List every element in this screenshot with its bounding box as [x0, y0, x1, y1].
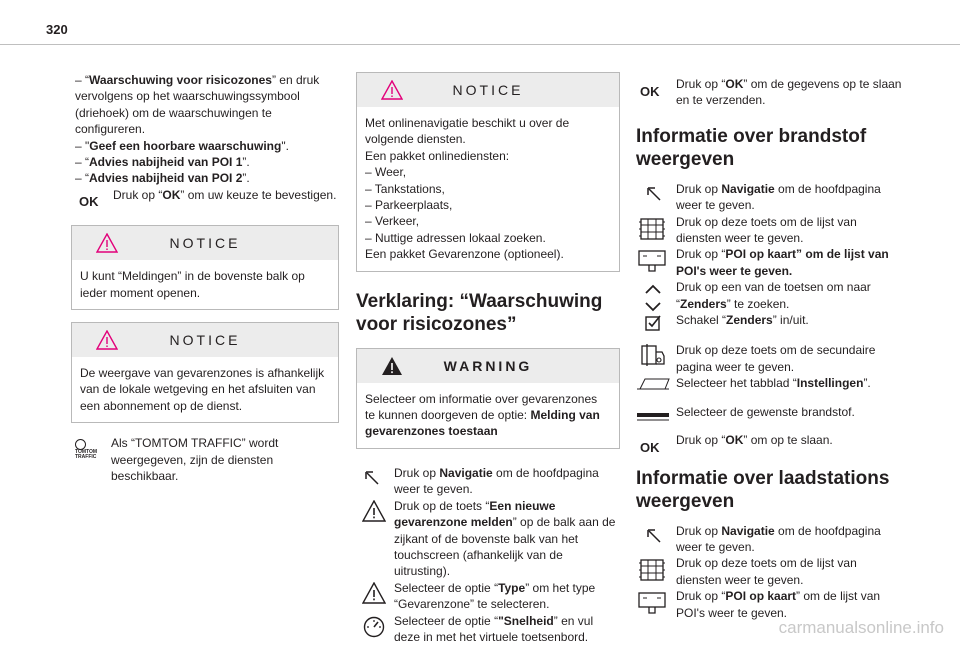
charge-step-services: Druk op deze toets om de lijst van diensten weer te geven.	[636, 555, 904, 588]
ok-icon: OK	[79, 193, 99, 209]
warning-triangle-icon	[381, 80, 403, 100]
secondary-page-icon	[640, 342, 666, 368]
fuel-step-save: OK Druk op “OK” om op te slaan.	[636, 432, 904, 448]
notice-line: – Weer,	[365, 165, 407, 180]
notice-box-online	[356, 72, 620, 272]
section-heading-fuel: Informatie over brandstof weergeven	[636, 125, 867, 170]
column-1	[75, 72, 339, 485]
notice-text: De weergave van gevarenzones is afhankelijk van de lokale wetgeving en het afsluiten van een abonnement op de dienst.	[80, 366, 325, 413]
warning-triangle-icon	[362, 582, 386, 604]
fuel-step-services: Druk op deze toets om de lijst van diensten weer te geven.	[636, 214, 904, 247]
option-poi-1: – “Advies nabijheid van POI 1”.	[75, 155, 250, 170]
section-heading-charging: Informatie over laadstations weergeven	[636, 467, 890, 512]
fuel-step-poi: Druk op “POI op kaart” om de lijst van POI's weer te geven.	[636, 246, 904, 279]
notice-line: – Tankstations,	[365, 181, 445, 196]
checkbox-icon	[644, 314, 662, 332]
navigation-arrow-icon	[646, 185, 664, 203]
warning-header: WARNING	[357, 349, 619, 383]
notice-line: Een pakket Gevarenzone (optioneel).	[365, 247, 564, 262]
navigation-arrow-icon	[364, 469, 382, 487]
tomtom-traffic-logo: TOMTOM TRAFFIC	[75, 439, 107, 460]
services-grid-icon	[638, 557, 666, 583]
warning-triangle-icon	[96, 233, 118, 253]
speed-gauge-icon	[362, 615, 386, 639]
notice-box-1	[71, 225, 339, 310]
fuel-step-search: Druk op een van de toetsen om naar “Zenders” te zoeken.	[636, 279, 904, 312]
navigation-arrow-icon	[646, 527, 664, 545]
step-speed: Selecteer de optie “"Snelheid” en vul deze in met het virtuele toetsenbord.	[356, 613, 620, 645]
fuel-step-select: Selecteer de gewenste brandstof.	[636, 404, 904, 420]
option-poi-2: – “Advies nabijheid van POI 2”.	[75, 171, 250, 186]
poi-map-icon	[637, 249, 667, 273]
notice-line: Een pakket onlinediensten:	[365, 148, 510, 163]
column-3	[636, 76, 904, 621]
tab-icon	[636, 378, 670, 390]
option-audible: – "Geef een hoorbare waarschuwing".	[75, 138, 289, 153]
column-2	[356, 72, 620, 645]
charge-step-navigation: Druk op Navigatie om de hoofdpagina weer te geven.	[636, 523, 904, 556]
page-number: 320	[46, 22, 68, 37]
step-report-zone: Druk op de toets “Een nieuwe gevarenzone melden” op de balk aan de zijkant of de bovenste balk van het touchscreen (afhankelijk van de uitrusting).	[356, 498, 620, 580]
notice-text: U kunt “Meldingen” in de bovenste balk op ieder moment openen.	[80, 269, 305, 300]
notice-header: NOTICE	[72, 323, 338, 357]
ok-send-step: OK Druk op “OK” om de gegevens op te slaan en te verzenden.	[636, 76, 904, 109]
warning-box	[356, 348, 620, 449]
warning-triangle-icon	[362, 500, 386, 522]
step-type: Selecteer de optie “Type” om het type “Gevarenzone” te selecteren.	[356, 580, 620, 613]
fuel-step-navigation: Druk op Navigatie om de hoofdpagina weer te geven.	[636, 181, 904, 214]
step-navigation: Druk op Navigatie om de hoofdpagina weer te geven.	[356, 465, 620, 498]
warning-text: Selecteer om informatie over gevarenzones te kunnen doorgeven de optie: Melding van gevarenzones toestaan	[365, 391, 600, 439]
notice-line: – Parkeerplaats,	[365, 198, 453, 213]
intro-text: – “Waarschuwing voor risicozones” en druk vervolgens op het waarschuwingssymbool (driehoek) om de waarschuwingen te configureren.	[75, 73, 320, 137]
ok-step: OK Druk op “OK” om uw keuze te bevestigen.	[75, 187, 339, 203]
tomtom-step: TOMTOM TRAFFIC Als “TOMTOM TRAFFIC” wordt weergegeven, zijn de diensten beschikbaar.	[75, 436, 279, 484]
fuel-step-secondary: Druk op deze toets om de secundaire pagina weer te geven.	[636, 342, 904, 375]
poi-map-icon	[637, 591, 667, 615]
notice-box-2	[71, 322, 339, 423]
charge-step-poi: Druk op “POI op kaart” om de lijst van POI's weer te geven.	[636, 588, 904, 621]
fuel-step-settings: Selecteer het tabblad “Instellingen”.	[636, 375, 904, 391]
services-grid-icon	[638, 216, 666, 242]
bar-icon	[636, 410, 670, 422]
notice-line: – Verkeer,	[365, 214, 420, 229]
header-divider	[0, 44, 960, 45]
notice-header: NOTICE	[357, 73, 619, 107]
notice-line: – Nuttige adressen lokaal zoeken.	[365, 230, 546, 245]
notice-list	[357, 107, 619, 271]
notice-line: Met onlinenavigatie beschikt u over de volgende diensten.	[365, 116, 570, 147]
footer-watermark: carmanualsonline.info	[778, 618, 944, 637]
ok-icon: OK	[640, 440, 660, 456]
ok-icon: OK	[640, 84, 660, 99]
fuel-step-toggle: Schakel “Zenders” in/uit.	[636, 312, 904, 328]
warning-triangle-icon	[96, 330, 118, 350]
warning-filled-triangle-icon	[381, 356, 403, 376]
notice-header: NOTICE	[72, 226, 338, 260]
section-heading: Verklaring: “Waarschuwing voor risicozones”	[356, 290, 603, 335]
chevron-up-icon	[644, 283, 662, 295]
